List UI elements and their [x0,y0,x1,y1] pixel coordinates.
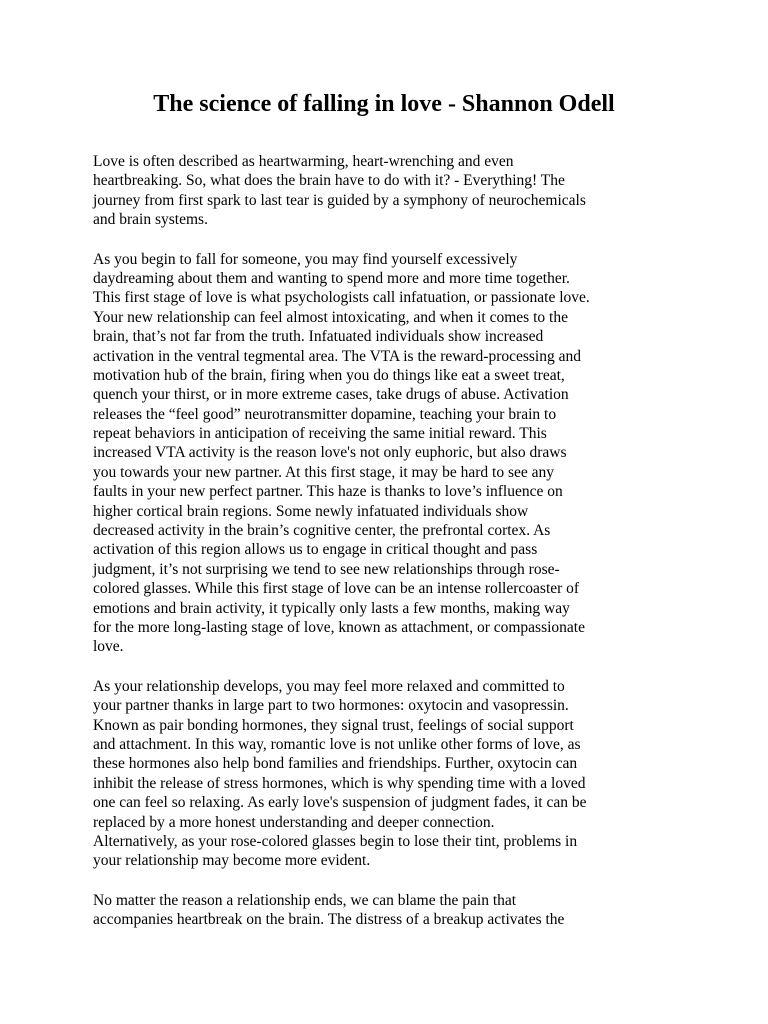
text-line: This first stage of love is what psychologists call infatuation, or passionate love. [93,289,590,307]
text-line: decreased activity in the brain’s cognitive center, the prefrontal cortex. As [93,522,551,540]
paragraph-2 [93,250,683,657]
text-line: Love is often described as heartwarming, heart-wrenching and even [93,153,514,170]
text-line: emotions and brain activity, it typically only lasts a few months, making way [93,599,570,617]
text-line: heartbreaking. So, what does the brain have to do with it? - Everything! The [93,172,565,190]
text-line: Your new relationship can feel almost intoxicating, and when it comes to the [93,308,568,326]
text-line: brain, that’s not far from the truth. Infatuated individuals show increased [93,328,544,346]
text-line: for the more long-lasting stage of love, known as attachment, or compassionate [93,618,585,636]
text-line: accompanies heartbreak on the brain. The distress of a breakup activates the [93,911,565,929]
text-line: your partner thanks in large part to two hormones: oxytocin and vasopressin. [93,697,569,715]
text-line: Known as pair bonding hormones, they signal trust, feelings of social support [93,716,574,734]
text-line: and attachment. In this way, romantic love is not unlike other forms of love, as [93,735,581,753]
paragraph-3 [93,677,683,871]
document-title: The science of falling in love - Shannon Odell [153,91,615,117]
text-line: you towards your new partner. At this first stage, it may be hard to see any [93,463,555,481]
text-line: higher cortical brain regions. Some newly infatuated individuals show [93,502,529,520]
text-line: faults in your new perfect partner. This haze is thanks to love’s influence on [93,483,563,501]
text-line: replaced by a more honest understanding and deeper connection. [93,813,495,831]
text-line: judgment, it’s not surprising we tend to see new relationships through rose- [93,560,560,578]
text-line: Alternatively, as your rose-colored glasses begin to lose their tint, problems in [93,832,578,850]
text-line: colored glasses. While this first stage of love can be an intense rollercoaster of [93,580,580,598]
text-line: journey from first spark to last tear is guided by a symphony of neurochemicals [93,191,586,209]
text-line: releases the “feel good” neurotransmitter dopamine, teaching your brain to [93,405,557,423]
text-line: motivation hub of the brain, firing when you do things like eat a sweet treat, [93,366,565,384]
paragraph-4 [93,891,683,930]
text-line: increased VTA activity is the reason love's not only euphoric, but also draws [93,444,567,462]
text-line: one can feel so relaxing. As early love's suspension of judgment fades, it can be [93,794,587,812]
text-line: As you begin to fall for someone, you may find yourself excessively [93,250,518,268]
text-line: love. [93,638,124,656]
text-line: As your relationship develops, you may feel more relaxed and committed to [93,677,565,695]
document-body [93,152,683,949]
text-line: inhibit the release of stress hormones, which is why spending time with a loved [93,774,586,792]
text-line: quench your thirst, or in more extreme cases, take drugs of abuse. Activation [93,386,569,404]
text-line: activation of this region allows us to engage in critical thought and pass [93,541,538,559]
paragraph-1 [93,152,683,230]
text-line: activation in the ventral tegmental area. The VTA is the reward-processing and [93,347,581,365]
text-line: No matter the reason a relationship ends, we can blame the pain that [93,891,517,909]
text-line: your relationship may become more evident. [93,852,371,870]
text-line: repeat behaviors in anticipation of receiving the same initial reward. This [93,425,547,443]
text-line: and brain systems. [93,211,208,229]
text-line: daydreaming about them and wanting to spend more and more time together. [93,269,570,287]
text-line: these hormones also help bond families and friendships. Further, oxytocin can [93,755,578,773]
